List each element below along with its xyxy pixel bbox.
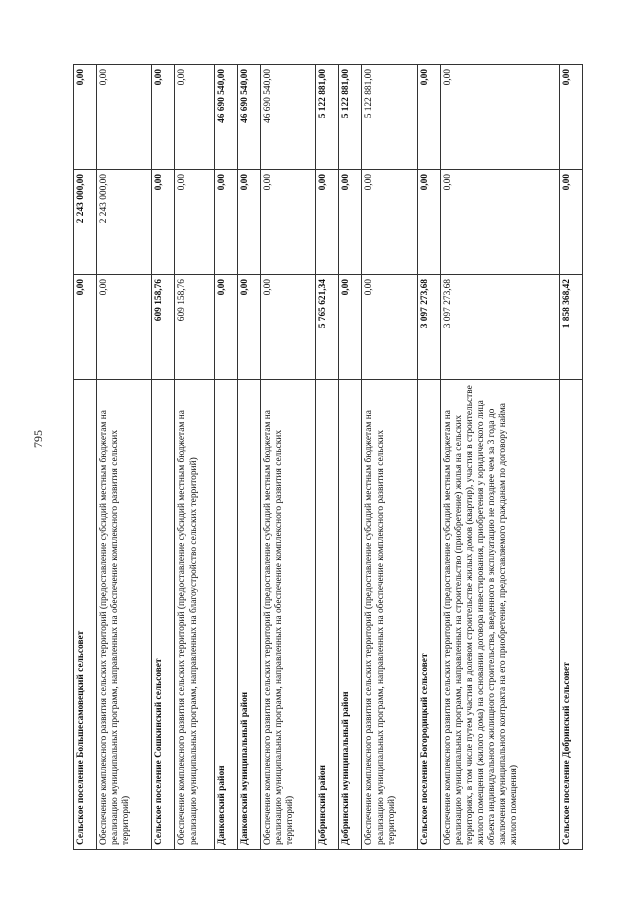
table-row <box>339 65 362 850</box>
amount-cell: 0,00 <box>440 170 559 275</box>
amount-cell: 0,00 <box>362 275 417 380</box>
budget-table <box>73 64 583 850</box>
amount-cell: 609 158,76 <box>175 275 214 380</box>
amount-cell: 0,00 <box>237 170 260 275</box>
table-row <box>175 65 214 850</box>
amount-cell: 0,00 <box>152 65 175 170</box>
amount-cell: 5 122 881,00 <box>339 65 362 170</box>
table-row <box>316 65 339 850</box>
row-description: Сельское поселение Большесамовецкий сельсовет <box>74 380 97 850</box>
table-row <box>417 65 440 850</box>
row-description: Данковский муниципальный район <box>237 380 260 850</box>
amount-cell: 5 122 881,00 <box>362 65 417 170</box>
row-description: Обеспечение комплексного развития сельских территорий (предоставление субсидий местным бюджетам на реализацию муниципальных программ, направленных на строительство (приобретение) жилья на сельских территориях, в том числе путем участия в долевом строительстве жилых домов (квартир), участия в строительстве жилого помещения (жилого дома) на основании договора инвестирования, приобретения у юридического лица объекта индивидуального жилищного строительства, введенного в эксплуатацию не позднее чем за 3 года до заключения муниципального контракта на его приобретение, предоставляемого гражданам по договору найма жилого помещения) <box>440 380 559 850</box>
amount-cell: 5 765 621,34 <box>316 275 339 380</box>
amount-cell: 0,00 <box>97 65 152 170</box>
amount-cell: 3 097 273,68 <box>417 275 440 380</box>
row-description: Сельское поселение Сошкинский сельсовет <box>152 380 175 850</box>
amount-cell: 0,00 <box>214 170 237 275</box>
amount-cell: 5 122 881,00 <box>316 65 339 170</box>
row-description: Добринский район <box>316 380 339 850</box>
amount-cell: 0,00 <box>339 275 362 380</box>
amount-cell: 0,00 <box>362 170 417 275</box>
amount-cell: 0,00 <box>559 170 582 275</box>
amount-cell: 3 097 273,68 <box>440 275 559 380</box>
row-description: Добринский муниципальный район <box>339 380 362 850</box>
amount-cell: 0,00 <box>440 65 559 170</box>
row-description: Сельское поселение Добринский сельсовет <box>559 380 582 850</box>
amount-cell: 46 690 540,00 <box>237 65 260 170</box>
table-row <box>74 65 97 850</box>
amount-cell: 0,00 <box>260 275 315 380</box>
table-row <box>559 65 582 850</box>
row-description: Обеспечение комплексного развития сельских территорий (предоставление субсидий местным бюджетам на реализацию муниципальных программ, направленных на обеспечение комплексного развития сельских территорий) <box>260 380 315 850</box>
table-row <box>362 65 417 850</box>
row-description: Обеспечение комплексного развития сельских территорий (предоставление субсидий местным бюджетам на реализацию муниципальных программ, направленных на благоустройство сельских территорий) <box>175 380 214 850</box>
table-row <box>237 65 260 850</box>
amount-cell: 0,00 <box>559 65 582 170</box>
page-number: 795 <box>31 430 45 448</box>
row-description: Обеспечение комплексного развития сельских территорий (предоставление субсидий местным бюджетам на реализацию муниципальных программ, направленных на обеспечение комплексного развития сельских территорий) <box>97 380 152 850</box>
amount-cell: 2 243 000,00 <box>74 170 97 275</box>
row-description: Сельское поселение Богородицкий сельсовет <box>417 380 440 850</box>
row-description: Данковский район <box>214 380 237 850</box>
amount-cell: 1 858 368,42 <box>559 275 582 380</box>
row-description: Обеспечение комплексного развития сельских территорий (предоставление субсидий местным бюджетам на реализацию муниципальных программ, направленных на обеспечение комплексного развития сельских территорий) <box>362 380 417 850</box>
amount-cell: 0,00 <box>339 170 362 275</box>
amount-cell: 46 690 540,00 <box>260 65 315 170</box>
table-row <box>260 65 315 850</box>
table-row <box>214 65 237 850</box>
amount-cell: 46 690 540,00 <box>214 65 237 170</box>
amount-cell: 0,00 <box>175 170 214 275</box>
table-row <box>97 65 152 850</box>
amount-cell: 0,00 <box>97 275 152 380</box>
amount-cell: 0,00 <box>237 275 260 380</box>
amount-cell: 0,00 <box>74 65 97 170</box>
amount-cell: 0,00 <box>175 65 214 170</box>
amount-cell: 0,00 <box>316 170 339 275</box>
amount-cell: 0,00 <box>152 170 175 275</box>
amount-cell: 0,00 <box>214 275 237 380</box>
amount-cell: 2 243 000,00 <box>97 170 152 275</box>
amount-cell: 0,00 <box>417 65 440 170</box>
table-row <box>152 65 175 850</box>
budget-table-container <box>73 65 583 850</box>
amount-cell: 0,00 <box>417 170 440 275</box>
table-row <box>440 65 559 850</box>
amount-cell: 0,00 <box>260 170 315 275</box>
amount-cell: 609 158,76 <box>152 275 175 380</box>
amount-cell: 0,00 <box>74 275 97 380</box>
